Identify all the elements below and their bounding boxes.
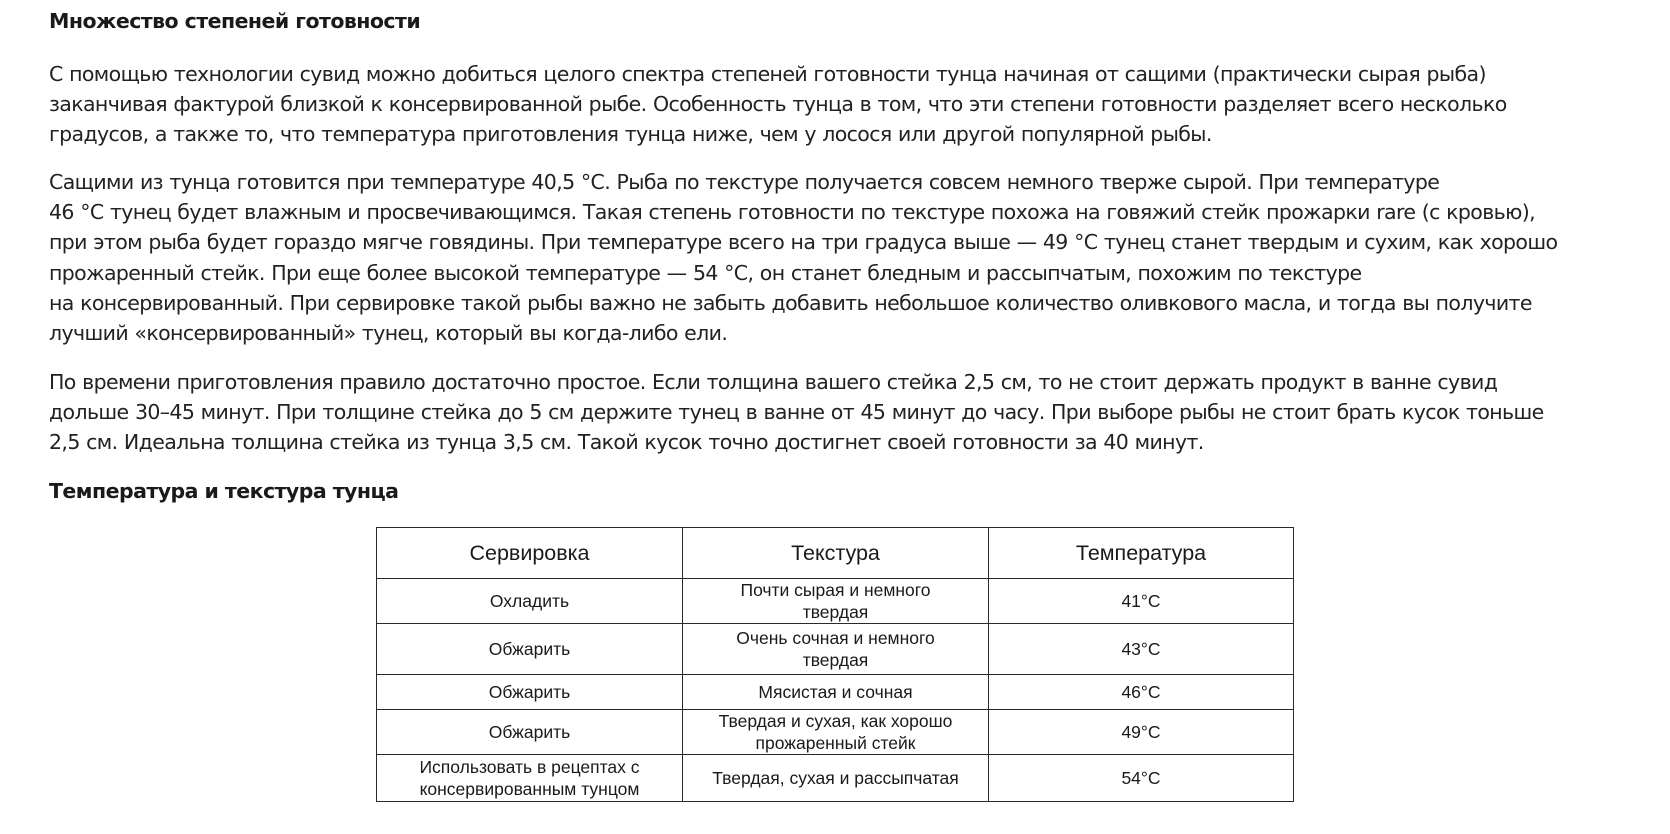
paragraph-line: прожаренный стейк. При еще более высокой температуре — 54 °C, он станет бледным и рассыпчатым, похожим по текстуре: [49, 260, 1362, 285]
cell-temperature: 54°C: [989, 755, 1294, 802]
cell-serving: [377, 579, 683, 624]
paragraph-line: при этом рыба будет гораздо мягче говядины. При температуре всего на три градуса выше — 49 °C тунец станет твердым и сухим, как хорошо: [49, 230, 1558, 255]
cell-text: Обжарить: [488, 682, 571, 702]
paragraph-line: Сащими из тунца готовится при температуре 40,5 °C. Рыба по текстуре получается совсем немного тверже сырой. При температуре: [49, 170, 1440, 194]
cell-serving: [377, 675, 683, 710]
cell-texture: [683, 579, 989, 624]
section-heading-doneness: Множество степеней готовности: [49, 9, 421, 33]
cell-text: твердая: [802, 602, 869, 622]
paragraph-line: С помощью технологии сувид можно добиться целого спектра степеней готовности тунца начиная от сащими (практически сырая рыба): [49, 62, 1486, 86]
paragraph-doneness-intro: [49, 59, 1507, 150]
cell-text: Обжарить: [488, 639, 571, 659]
cell-serving: [377, 624, 683, 675]
section-heading-temperature-texture: Температура и текстура тунца: [49, 479, 399, 503]
cell-temperature: 49°C: [989, 710, 1294, 755]
cell-text: твердая: [802, 650, 869, 670]
paragraph-line: По времени приготовления правило достаточно простое. Если толщина вашего стейка 2,5 см, то не стоит держать продукт в ванне сувид: [49, 370, 1498, 394]
cell-temperature: 46°C: [989, 675, 1294, 710]
paragraph-line: градусов, а также то, что температура приготовления тунца ниже, чем у лосося или другой популярной рыбы.: [49, 122, 1212, 147]
cell-texture: [683, 675, 989, 710]
cell-text: Использовать в рецептах с: [419, 757, 640, 777]
paragraph-line: лучший «консервированный» тунец, который вы когда-либо ели.: [49, 321, 728, 346]
table-row: [377, 755, 1294, 802]
cell-text: Твердая, сухая и рассыпчатая: [712, 768, 959, 788]
cell-text: консервированным тунцом: [419, 779, 640, 799]
cell-text: Обжарить: [488, 722, 571, 742]
table-row: [377, 579, 1294, 624]
table-header-row: [377, 528, 1294, 579]
paragraph-line: дольше 30–45 минут. При толщине стейка до 5 см держите тунец в ванне от 45 минут до часу. При выборе рыбы не стоит брать кусок тоньше: [49, 400, 1544, 425]
cell-temperature: 41°C: [989, 579, 1294, 624]
cell-serving: [377, 710, 683, 755]
cell-text: Охладить: [489, 591, 570, 611]
paragraph-line: заканчивая фактурой близкой к консервированной рыбе. Особенность тунца в том, что эти степени готовности разделяет всего несколько: [49, 92, 1507, 117]
paragraph-line: 46 °C тунец будет влажным и просвечивающимся. Такая степень готовности по текстуре похожа на говяжий стейк прожарки rare (с кровью),: [49, 200, 1536, 225]
paragraph-cooking-time: [49, 367, 1544, 458]
tuna-temperature-table-wrapper: [376, 527, 1294, 802]
table-row: [377, 624, 1294, 675]
column-header-texture: Текстура: [683, 528, 989, 579]
cell-texture: [683, 755, 989, 802]
column-header-serving: Сервировка: [377, 528, 683, 579]
cell-temperature: 43°C: [989, 624, 1294, 675]
table-row: [377, 675, 1294, 710]
tuna-temperature-table: [376, 527, 1294, 802]
paragraph-line: 2,5 см. Идеальна толщина стейка из тунца 3,5 см. Такой кусок точно достигнет своей готовности за 40 минут.: [49, 430, 1204, 455]
column-header-temperature: Температура: [989, 528, 1294, 579]
table-row: [377, 710, 1294, 755]
cell-text: Мясистая и сочная: [758, 682, 913, 702]
cell-texture: [683, 710, 989, 755]
cell-text: Очень сочная и немного: [736, 628, 935, 648]
cell-text: Твердая и сухая, как хорошо: [718, 711, 953, 731]
paragraph-temperatures: [49, 167, 1557, 348]
cell-text: Почти сырая и немного: [740, 580, 931, 600]
cell-text: прожаренный стейк: [755, 733, 916, 753]
cell-texture: [683, 624, 989, 675]
paragraph-line: на консервированный. При сервировке такой рыбы важно не забыть добавить небольшое количество оливкового масла, и тогда вы получите: [49, 290, 1532, 315]
cell-serving: [377, 755, 683, 802]
